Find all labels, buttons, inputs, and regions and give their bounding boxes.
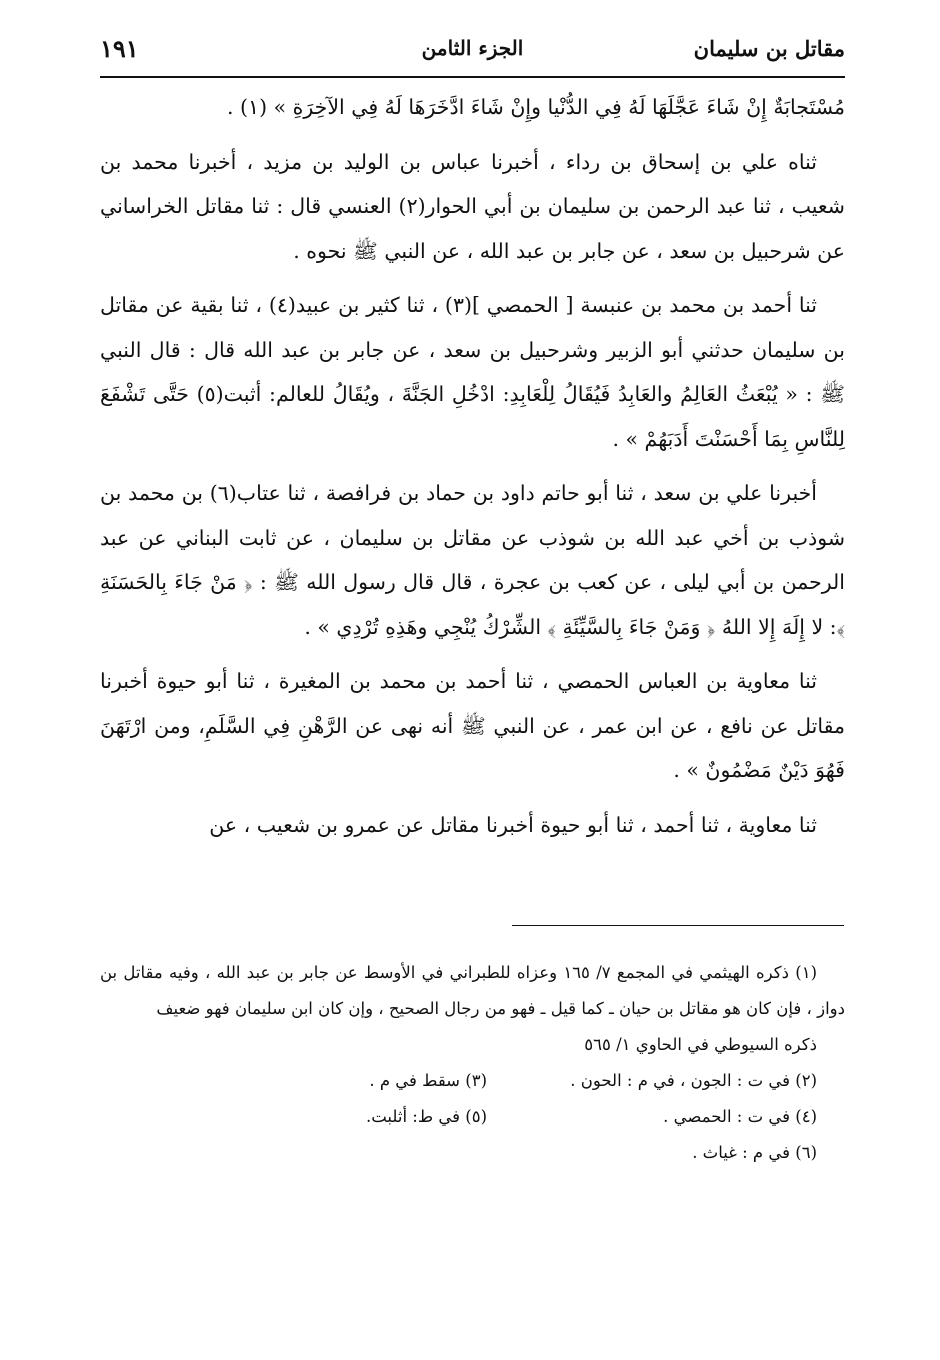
footnote-divider: [512, 925, 844, 926]
volume-label: الجزء الثامن: [421, 36, 524, 60]
footnote-5: (٥) في ط: أثلبت.: [365, 1107, 487, 1126]
paragraph: ثنا معاوية ، ثنا أحمد ، ثنا أبو حيوة أخبرنا مقاتل عن عمرو بن شعيب ، عن: [209, 812, 817, 837]
paragraph: ثنا أحمد بن محمد بن عنبسة [ الحمصي ](٣) ، ثنا كثير بن عبيد(٤) ، ثنا بقية عن مقاتل بن سليمان حدثني أبو الزبير وشرحبيل بن سعد ، عن جابر بن عبد الله قال : قال النبي ﷺ : « يُبْعَثُ العَالِمُ والعَابِدُ فَيُقَالُ لِلْعَابِدِ: ادْخُلِ الجَنَّةَ ، ويُقَالُ للعالم: أثبت(٥) حَتَّى تَشْفَعَ لِلنَّاسِ بِمَا أَحْسَنْتَ أَدَبَهُمْ » .: [100, 293, 845, 451]
footnote-2: (٢) في ت : الجون ، في م : الحون .: [570, 1071, 817, 1090]
paragraph: ثنا معاوية بن العباس الحمصي ، ثنا أحمد بن محمد بن المغيرة ، ثنا أبو حيوة أخبرنا مقاتل عن نافع ، عن ابن عمر ، عن النبي ﷺ أنه نهى عن الرَّهْنِ فِي السَّلَمِ، ومن ارْتَهَنَ فَهُوَ دَيْنٌ مَضْمُونٌ » .: [100, 669, 845, 782]
paragraph: ثناه علي بن إسحاق بن رداء ، أخبرنا عباس بن الوليد بن مزيد ، أخبرنا محمد بن شعيب ، ثنا عبد الرحمن بن سليمان بن أبي الحوار(٢) العنسي قال : ثنا مقاتل الخراساني عن شرحبيل بن سعد ، عن جابر بن عبد الله ، عن النبي ﷺ نحوه .: [100, 149, 845, 263]
footnote-row: [100, 1099, 845, 1135]
paragraph: مُسْتَجابَةٌ إِنْ شَاءَ عَجَّلَهَا لَهُ فِي الدُّنْيا وإِنْ شَاءَ ادَّخَرَهَا لَهُ فِي الآخِرَةِ » (١) .: [227, 95, 845, 119]
footnote-4: (٤) في ت : الحمصي .: [663, 1107, 817, 1126]
page-number: ١٩١: [100, 34, 139, 63]
footnotes: [100, 955, 845, 1171]
footnote-1: (١) ذكره الهيثمي في المجمع ٧/ ١٦٥ وعزاه للطبراني في الأوسط عن جابر بن عبد الله ، وفيه مقاتل بن دواز ، فإن كان هو مقاتل بن حيان ـ كما قيل ـ فهو من رجال الصحيح ، وإن كان ابن سليمان فهو ضعيف: [100, 963, 845, 1018]
footnote-6: (٦) في م : غياث .: [692, 1143, 817, 1162]
footnote-row: [100, 1063, 845, 1099]
footnote-3: (٣) سقط في م .: [369, 1071, 487, 1090]
main-text: [100, 85, 845, 857]
book-title: مقاتل بن سليمان: [693, 36, 845, 61]
paragraph: أخبرنا علي بن سعد ، ثنا أبو حاتم داود بن حماد بن فرافصة ، ثنا عتاب(٦) بن محمد بن شوذب بن أخي عبد الله بن شوذب عن مقاتل بن سليمان ، عن ثابت البناني عن عبد الرحمن بن أبي ليلى ، عن كعب بن عجرة ، قال قال رسول الله ﷺ : ﴿ مَنْ جَاءَ بِالحَسَنَةِ ﴾: لا إِلَهَ إِلا اللهُ ﴿ وَمَنْ جَاءَ بِالسَّيِّئَةِ ﴾ الشِّرْكُ يُنْجِي وهَذِهِ تُرْدِي » .: [100, 481, 845, 639]
footnote-1-continuation: ذكره السيوطي في الحاوي ١/ ٥٦٥: [584, 1035, 817, 1054]
page-header: [100, 30, 845, 70]
header-divider: [100, 76, 845, 78]
